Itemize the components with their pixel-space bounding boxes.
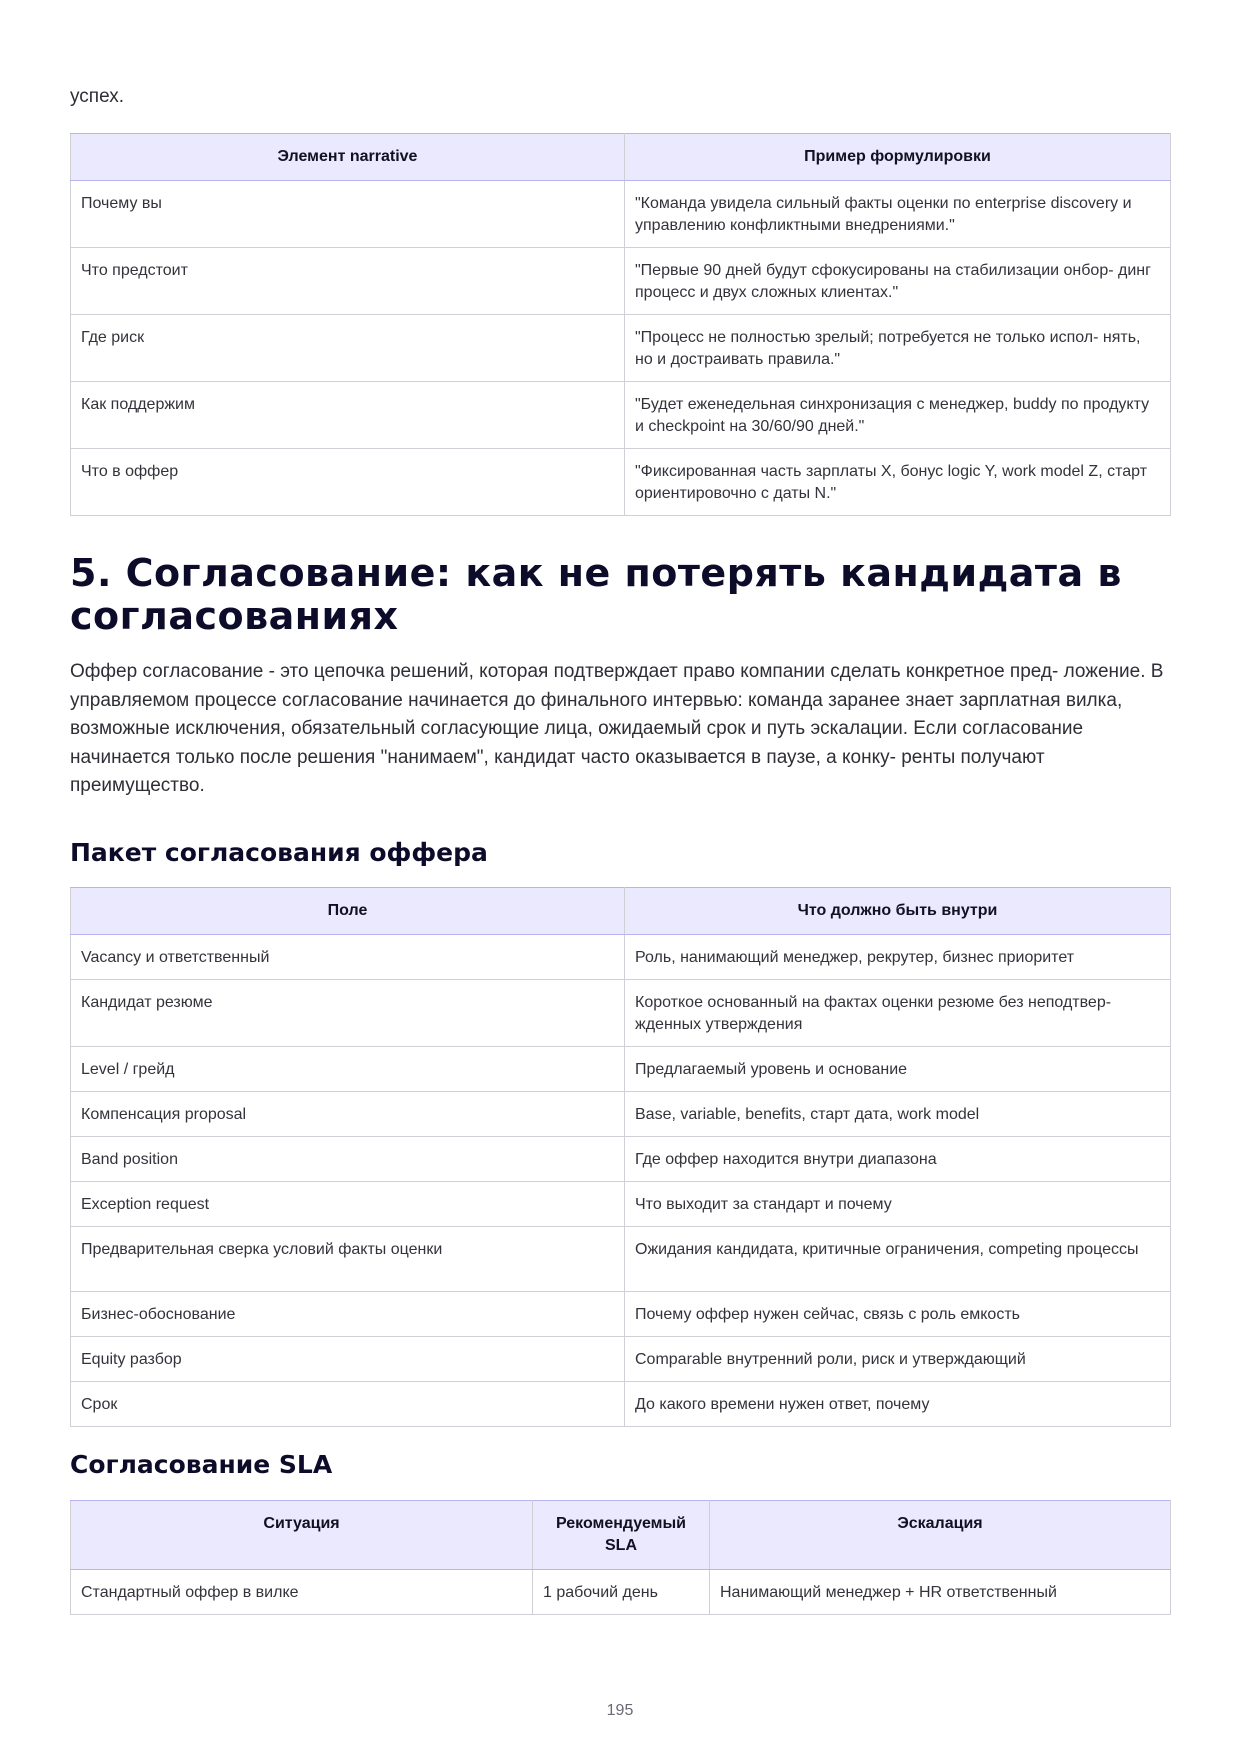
table-row xyxy=(71,1137,1171,1182)
table-cell: Vacancy и ответственный xyxy=(71,935,625,980)
table-cell: Как поддержим xyxy=(71,382,625,449)
table-row xyxy=(71,449,1171,516)
table-cell: Компенсация proposal xyxy=(71,1092,625,1137)
table-cell: 1 рабочий день xyxy=(533,1570,710,1615)
table-row xyxy=(71,181,1171,248)
table-header-row xyxy=(71,1501,1171,1570)
table-row xyxy=(71,315,1171,382)
table-row xyxy=(71,935,1171,980)
table-row xyxy=(71,1227,1171,1292)
table-cell: Почему вы xyxy=(71,181,625,248)
table-row xyxy=(71,248,1171,315)
table-cell: Бизнес-обоснование xyxy=(71,1292,625,1337)
table-cell: "Процесс не полностью зрелый; потребуется не только испол- нять, но и достраивать правила." xyxy=(625,315,1171,382)
section-heading: 5. Согласование: как не потерять кандидата в согласованиях xyxy=(70,551,1122,638)
table-row xyxy=(71,1382,1171,1427)
table-header-cell: Что должно быть внутри xyxy=(625,888,1171,935)
page-number: 195 xyxy=(606,1702,634,1719)
table-row xyxy=(71,1182,1171,1227)
table-cell: Что выходит за стандарт и почему xyxy=(625,1182,1171,1227)
table-cell: Срок xyxy=(71,1382,625,1427)
table-cell: Что в оффер xyxy=(71,449,625,516)
table-cell: Предлагаемый уровень и основание xyxy=(625,1047,1171,1092)
table-cell: Стандартный оффер в вилке xyxy=(71,1570,533,1615)
table-row xyxy=(71,1337,1171,1382)
offer-package-table xyxy=(70,887,1171,1427)
table-row xyxy=(71,980,1171,1047)
table-row xyxy=(71,1570,1171,1615)
table-cell: "Первые 90 дней будут сфокусированы на стабилизации онбор- динг процесс и двух сложных клиентах." xyxy=(625,248,1171,315)
table-header-cell: Элемент narrative xyxy=(71,134,625,181)
table-row xyxy=(71,1047,1171,1092)
table-cell: Band position xyxy=(71,1137,625,1182)
table-cell: До какого времени нужен ответ, почему xyxy=(625,1382,1171,1427)
table-row xyxy=(71,1292,1171,1337)
sla-table xyxy=(70,1500,1171,1615)
section-paragraph: Оффер согласование - это цепочка решений, которая подтверждает право компании сделать конкретное пред- ложение. В управляемом процессе согласование начинается до финального интервью: команда заранее знает зарплатная вилка, возможные исключения, обязательный согласующие лица, ожидаемый срок и путь эскалации. Если согласование начинается только после решения "нанимаем", кандидат часто оказывается в паузе, а конку- ренты получают преимущество. xyxy=(70,661,1164,797)
narrative-table xyxy=(70,133,1171,516)
table-cell: Exception request xyxy=(71,1182,625,1227)
table-header-row xyxy=(71,134,1171,181)
table-header-row xyxy=(71,888,1171,935)
subheading-offer-package: Пакет согласования оффера xyxy=(70,838,488,867)
table-header-cell: Ситуация xyxy=(71,1501,533,1570)
table-cell: "Команда увидела сильный факты оценки по enterprise discovery и управлению конфликтными внедрениями." xyxy=(625,181,1171,248)
table-cell: Equity разбор xyxy=(71,1337,625,1382)
table-header-cell: Пример формулировки xyxy=(625,134,1171,181)
table-row xyxy=(71,382,1171,449)
table-header-cell: Поле xyxy=(71,888,625,935)
table-cell: Нанимающий менеджер + HR ответственный xyxy=(710,1570,1171,1615)
table-cell: Ожидания кандидата, критичные ограничения, competing процессы xyxy=(625,1227,1171,1292)
table-cell: Предварительная сверка условий факты оценки xyxy=(71,1227,625,1292)
table-cell: Где риск xyxy=(71,315,625,382)
table-header-cell: Рекомендуемый SLA xyxy=(533,1501,710,1570)
table-cell: "Фиксированная часть зарплаты X, бонус logic Y, work model Z, старт ориентировочно с даты N." xyxy=(625,449,1171,516)
table-cell: Кандидат резюме xyxy=(71,980,625,1047)
lead-text: успех. xyxy=(70,86,125,107)
table-cell: Level / грейд xyxy=(71,1047,625,1092)
table-cell: "Будет еженедельная синхронизация с менеджер, buddy по продукту и checkpoint на 30/60/90 дней." xyxy=(625,382,1171,449)
table-row xyxy=(71,1092,1171,1137)
table-cell: Base, variable, benefits, старт дата, work model xyxy=(625,1092,1171,1137)
table-cell: Comparable внутренний роли, риск и утверждающий xyxy=(625,1337,1171,1382)
table-cell: Роль, нанимающий менеджер, рекрутер, бизнес приоритет xyxy=(625,935,1171,980)
table-cell: Короткое основанный на фактах оценки резюме без неподтвер- жденных утверждения xyxy=(625,980,1171,1047)
subheading-sla: Согласование SLA xyxy=(70,1450,333,1479)
table-cell: Что предстоит xyxy=(71,248,625,315)
table-cell: Почему оффер нужен сейчас, связь с роль емкость xyxy=(625,1292,1171,1337)
table-cell: Где оффер находится внутри диапазона xyxy=(625,1137,1171,1182)
table-header-cell: Эскалация xyxy=(710,1501,1171,1570)
